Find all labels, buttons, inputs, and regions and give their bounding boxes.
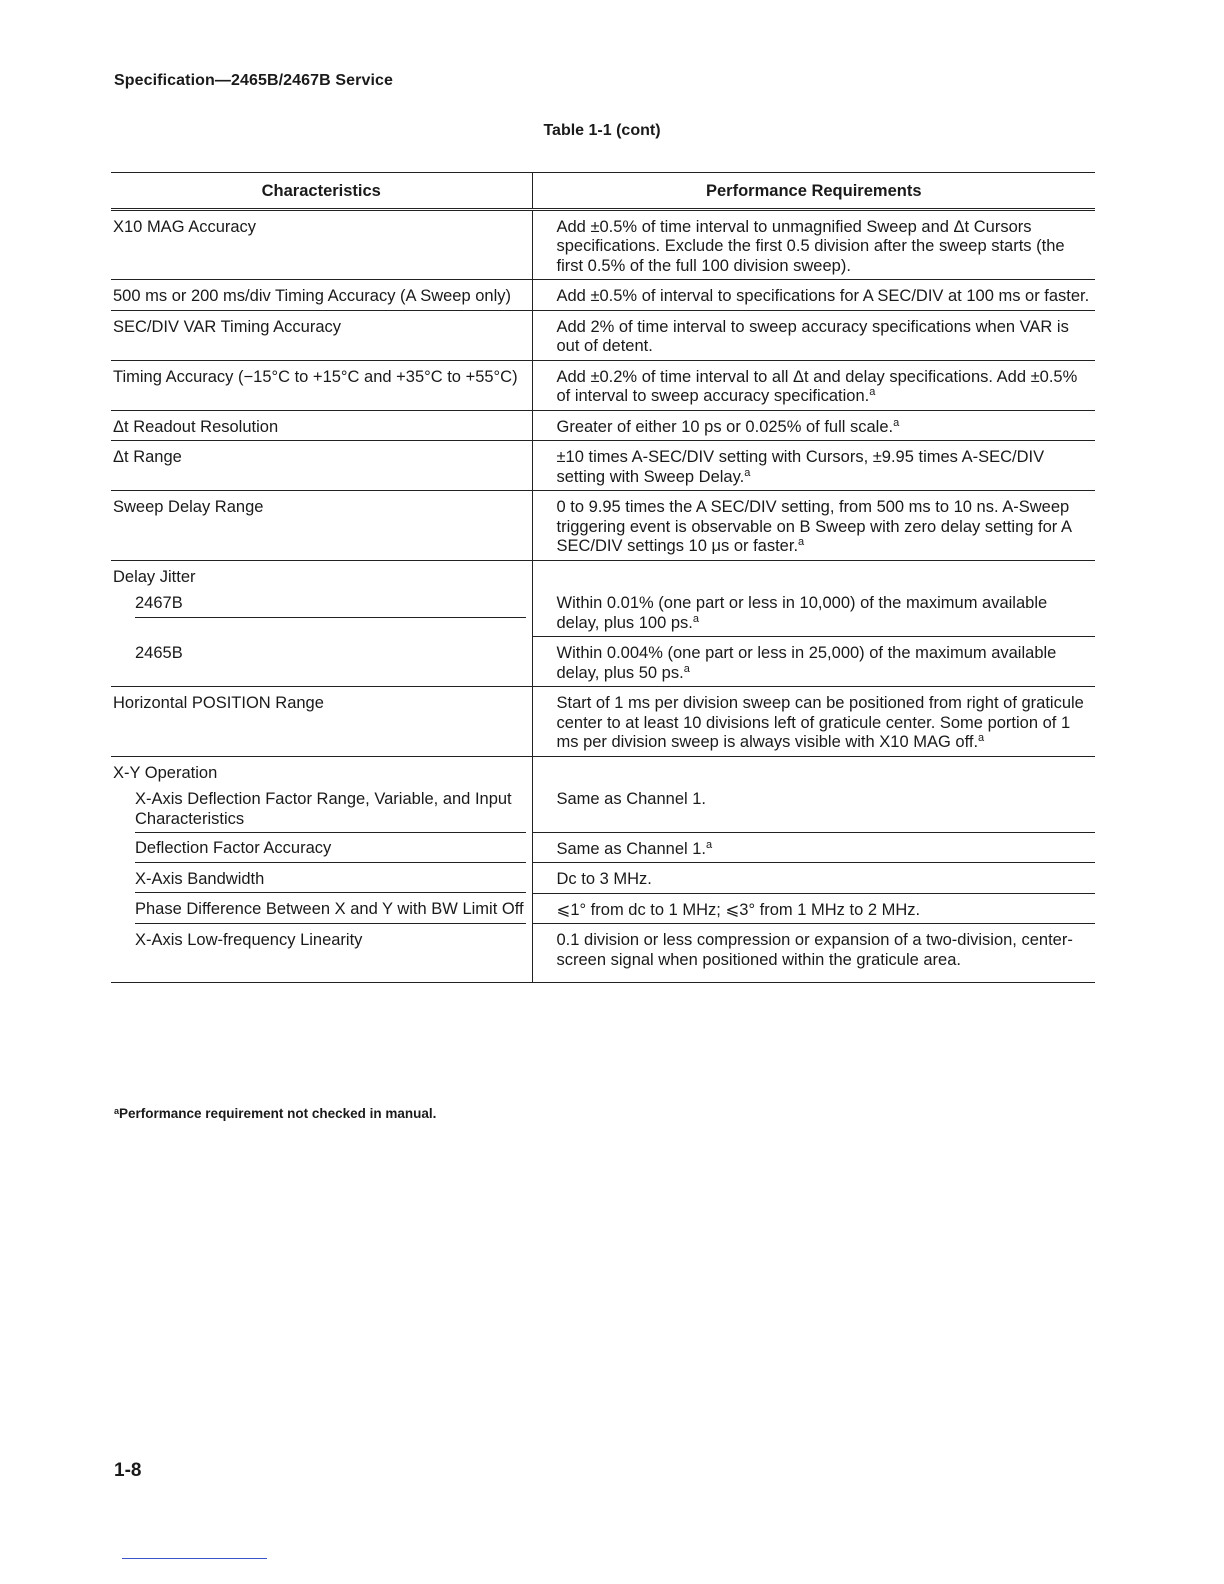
table-row [111, 587, 1095, 637]
table-row [111, 863, 1095, 894]
specification-table [111, 172, 1095, 983]
characteristic-cell: Deflection Factor Accuracy [111, 832, 532, 863]
requirement-cell: ⩽1° from dc to 1 MHz; ⩽3° from 1 MHz to 2 MHz. [532, 893, 1095, 924]
requirement-cell: Add ±0.5% of time interval to unmagnified Sweep and Δt Cursors specifications. Exclude the first 0.5 division after the sweep starts (the first 0.5% of the full 100 division sweep). [532, 209, 1095, 280]
table-group-row [111, 560, 1095, 587]
characteristic-cell: Timing Accuracy (−15°C to +15°C and +35°C to +55°C) [111, 360, 532, 410]
characteristic-cell: SEC/DIV VAR Timing Accuracy [111, 310, 532, 360]
requirement-cell: Same as Channel 1.$^a$ [532, 832, 1095, 863]
table-row [111, 360, 1095, 410]
bottom-divider [122, 1558, 267, 1559]
table-group-row [111, 756, 1095, 783]
footnote-text: Performance requirement not checked in manual. [119, 1106, 437, 1121]
table-title: Table 1-1 (cont) [543, 122, 661, 139]
characteristic-cell: Horizontal POSITION Range [111, 687, 532, 757]
footnote-marker: a [798, 536, 805, 548]
table-row [111, 637, 1095, 687]
requirement-cell: ±10 times A-SEC/DIV setting with Cursors, ±9.95 times A-SEC/DIV setting with Sweep Delay.$^a$ [532, 441, 1095, 491]
column-header-performance: Performance Requirements [532, 173, 1095, 210]
requirement-cell: Add 2% of time interval to sweep accuracy specifications when VAR is out of detent. [532, 310, 1095, 360]
characteristic-cell: Sweep Delay Range [111, 491, 532, 561]
requirement-cell: Add ±0.5% of interval to specifications for A SEC/DIV at 100 ms or faster. [532, 280, 1095, 311]
page-number: 1-8 [114, 1460, 142, 1481]
table-row [111, 410, 1095, 441]
footnote-marker: a [706, 838, 713, 851]
footnote-marker: a [978, 732, 985, 744]
footnote-marker: a [114, 1106, 120, 1116]
characteristic-cell: 2465B [111, 637, 532, 687]
requirement-cell: Within 0.004% (one part or less in 25,000) of the maximum available delay, plus 50 ps.$^a$ [532, 637, 1095, 687]
footnote-marker: a [683, 662, 690, 675]
requirement-cell [532, 756, 1095, 783]
requirement-cell: Start of 1 ms per division sweep can be positioned from right of graticule center to at least 10 divisions left of graticule center. Some portion of 1 ms per division sweep is always visible with X10 MAG off.$^a$ [532, 687, 1095, 757]
characteristic-group-cell: Delay Jitter [111, 560, 532, 587]
characteristic-group-cell: X-Y Operation [111, 756, 532, 783]
table-row [111, 441, 1095, 491]
column-header-characteristics: Characteristics [111, 173, 532, 210]
characteristic-cell: Δt Range [111, 441, 532, 491]
characteristic-cell: X-Axis Deflection Factor Range, Variable, and Input Characteristics [111, 783, 532, 832]
table-header-row [111, 173, 1095, 210]
table-row [111, 310, 1095, 360]
characteristic-cell: X10 MAG Accuracy [111, 209, 532, 280]
table-row [111, 893, 1095, 924]
requirement-cell: Dc to 3 MHz. [532, 863, 1095, 894]
running-header: Specification—2465B/2467B Service [114, 72, 394, 89]
table-row [111, 783, 1095, 832]
requirement-cell: Same as Channel 1. [532, 783, 1095, 832]
characteristic-cell: 2467B [111, 587, 532, 637]
table-row [111, 924, 1095, 983]
table-row [111, 280, 1095, 311]
characteristic-cell: X-Axis Low-frequency Linearity [111, 924, 532, 983]
table-row [111, 832, 1095, 863]
table-row [111, 209, 1095, 280]
requirement-cell: 0 to 9.95 times the A SEC/DIV setting, from 500 ms to 10 ns. A-Sweep triggering event is observable on B Sweep with zero delay setting for A SEC/DIV settings 10 μs or faster.$^a$ [532, 491, 1095, 561]
footnote-marker: a [869, 386, 876, 398]
requirement-cell: Within 0.01% (one part or less in 10,000) of the maximum available delay, plus 100 ps.$^a$ [532, 587, 1095, 637]
requirement-cell: Greater of either 10 ps or 0.025% of full scale.$^a$ [532, 410, 1095, 441]
characteristic-cell: X-Axis Bandwidth [111, 863, 532, 894]
requirement-cell [532, 560, 1095, 587]
requirement-cell: Add ±0.2% of time interval to all Δt and delay specifications. Add ±0.5% of interval to sweep accuracy specification.$^a$ [532, 360, 1095, 410]
characteristic-cell: 500 ms or 200 ms/div Timing Accuracy (A Sweep only) [111, 280, 532, 311]
table-row [111, 491, 1095, 561]
footnote-marker: a [692, 612, 699, 625]
characteristic-cell: Phase Difference Between X and Y with BW Limit Off [111, 893, 532, 924]
requirement-cell: 0.1 division or less compression or expansion of a two-division, center-screen signal when positioned within the graticule area. [532, 924, 1095, 983]
table-footnote [114, 1106, 436, 1121]
characteristic-cell: Δt Readout Resolution [111, 410, 532, 441]
footnote-marker: a [893, 416, 900, 429]
footnote-marker: a [744, 466, 751, 479]
table-row [111, 687, 1095, 757]
